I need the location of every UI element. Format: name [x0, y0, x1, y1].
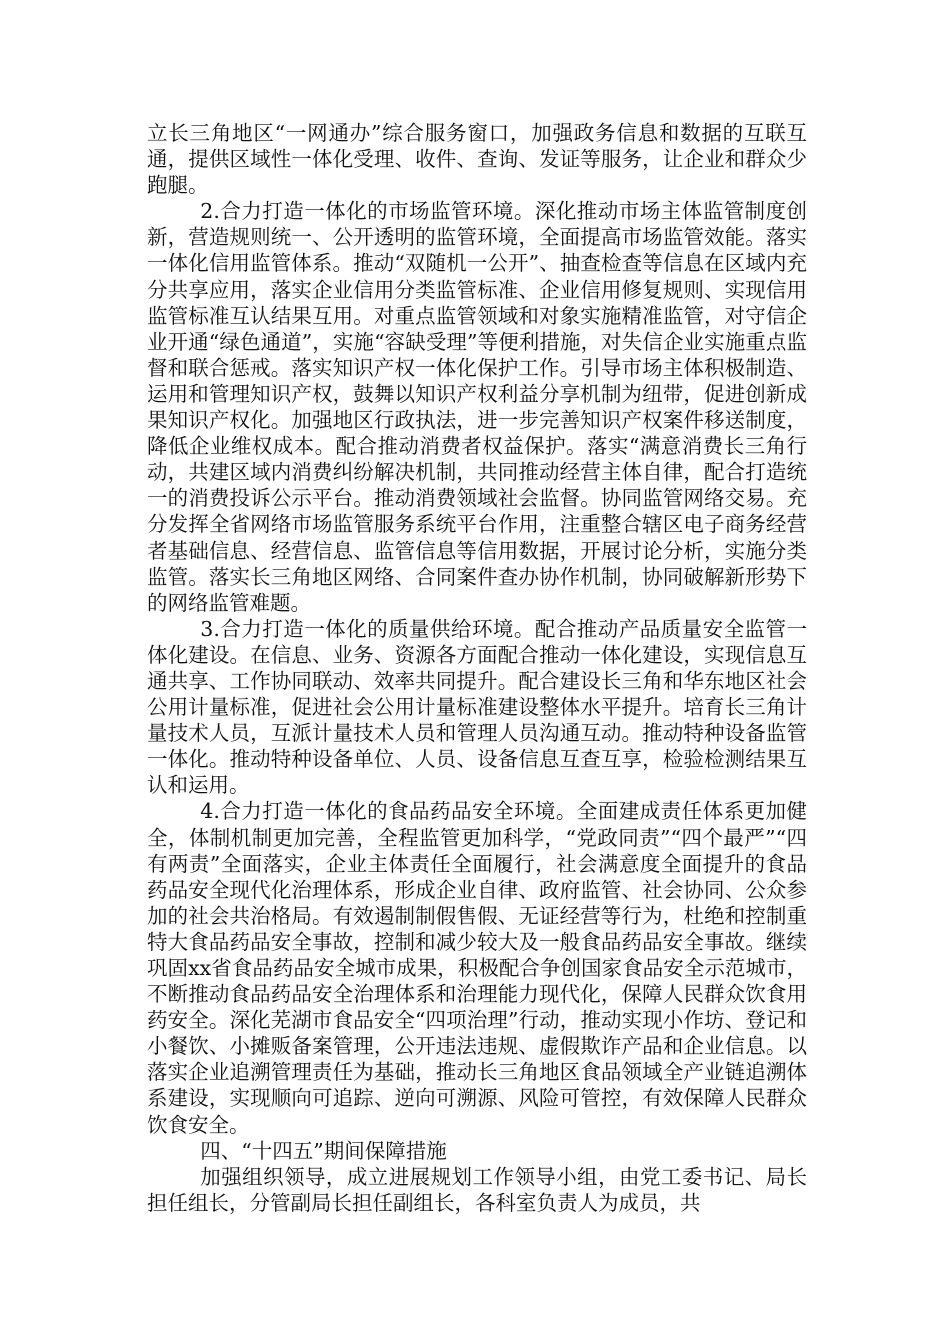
paragraph-organization-leadership: 加强组织领导，成立进展规划工作领导小组，由党工委书记、局长担任组长，分管副局长担任副组长，各科室负责人为成员，共: [147, 1164, 807, 1215]
document-body: [147, 120, 807, 1216]
section-heading-safeguards: 四、“十四五”期间保障措施: [200, 1138, 447, 1163]
paragraph-market-supervision: 2.合力打造一体化的市场监管环境。深化推动市场主体监管制度创新，营造规则统一、公开透明的监管环境，全面提高市场监管效能。落实一体化信用监管体系。推动“双随机一公开”、抽查检查等信息在区域内充分共享应用，落实企业信用分类监管标准、企业信用修复规则、实现信用监管标准互认结果互用。对重点监管领域和对象实施精准监管，对守信企业开通“绿色通道”，实施“容缺受理”等便利措施，对失信企业实施重点监督和联合惩戒。落实知识产权一体化保护工作。引导市场主体积极制造、运用和管理知识产权，鼓舞以知识产权利益分享机制为纽带，促进创新成果知识产权化。加强地区行政执法，进一步完善知识产权案件移送制度，降低企业维权成本。配合推动消费者权益保护。落实“满意消费长三角行动，共建区域内消费纠纷解决机制，共同推动经营主体自律，配合打造统一的消费投诉公示平台。推动消费领域社会监督。协同监管网络交易。充分发挥全省网络市场监管服务系统平台作用，注重整合辖区电子商务经营者基础信息、经营信息、监管信息等信用数据，开展讨论分析，实施分类监管。落实长三角地区网络、合同案件查办协作机制，协同破解新形势下的网络监管难题。: [147, 199, 807, 615]
paragraph-quality-supply: 3.合力打造一体化的质量供给环境。配合推动产品质量安全监管一体化建设。在信息、业务、资源各方面配合推动一体化建设，实现信息互通共享、工作协同联动、效率共同提升。配合建设长三角和华东地区社会公用计量标准，促进社会公用计量标准建设整体水平提升。培育长三角计量技术人员，互派计量技术人员和管理人员沟通互动。推动特种设备监管一体化。推动特种设备单位、人员、设备信息互查互享，检验检测结果互认和运用。: [147, 616, 807, 798]
paragraph-window-service: 立长三角地区“一网通办”综合服务窗口，加强政务信息和数据的互联互通，提供区域性一体化受理、收件、查询、发证等服务，让企业和群众少跑腿。: [147, 121, 807, 198]
paragraph-food-drug-safety: 4.合力打造一体化的食品药品安全环境。全面建成责任体系更加健全，体制机制更加完善，全程监管更加科学，“党政同责”“四个最严”“四有两责”全面落实，企业主体责任全面履行，社会满意度全面提升的食品药品安全现代化治理体系，形成企业自律、政府监管、社会协同、公众参加的社会共治格局。有效遏制制假售假、无证经营等行为，杜绝和控制重特大食品药品安全事故，控制和减少较大及一般食品药品安全事故。继续巩固xx省食品药品安全城市成果，积极配合争创国家食品安全示范城市，不断推动食品药品安全治理体系和治理能力现代化，保障人民群众饮食用药安全。深化芜湖市食品安全“四项治理”行动，推动实现小作坊、登记和小餐饮、小摊贩备案管理，公开违法违规、虚假欺诈产品和企业信息。以落实企业追溯管理责任为基础，推动长三角地区食品领域全产业链追溯体系建设，实现顺向可追踪、逆向可溯源、风险可管控，有效保障人民群众饮食安全。: [147, 799, 807, 1137]
